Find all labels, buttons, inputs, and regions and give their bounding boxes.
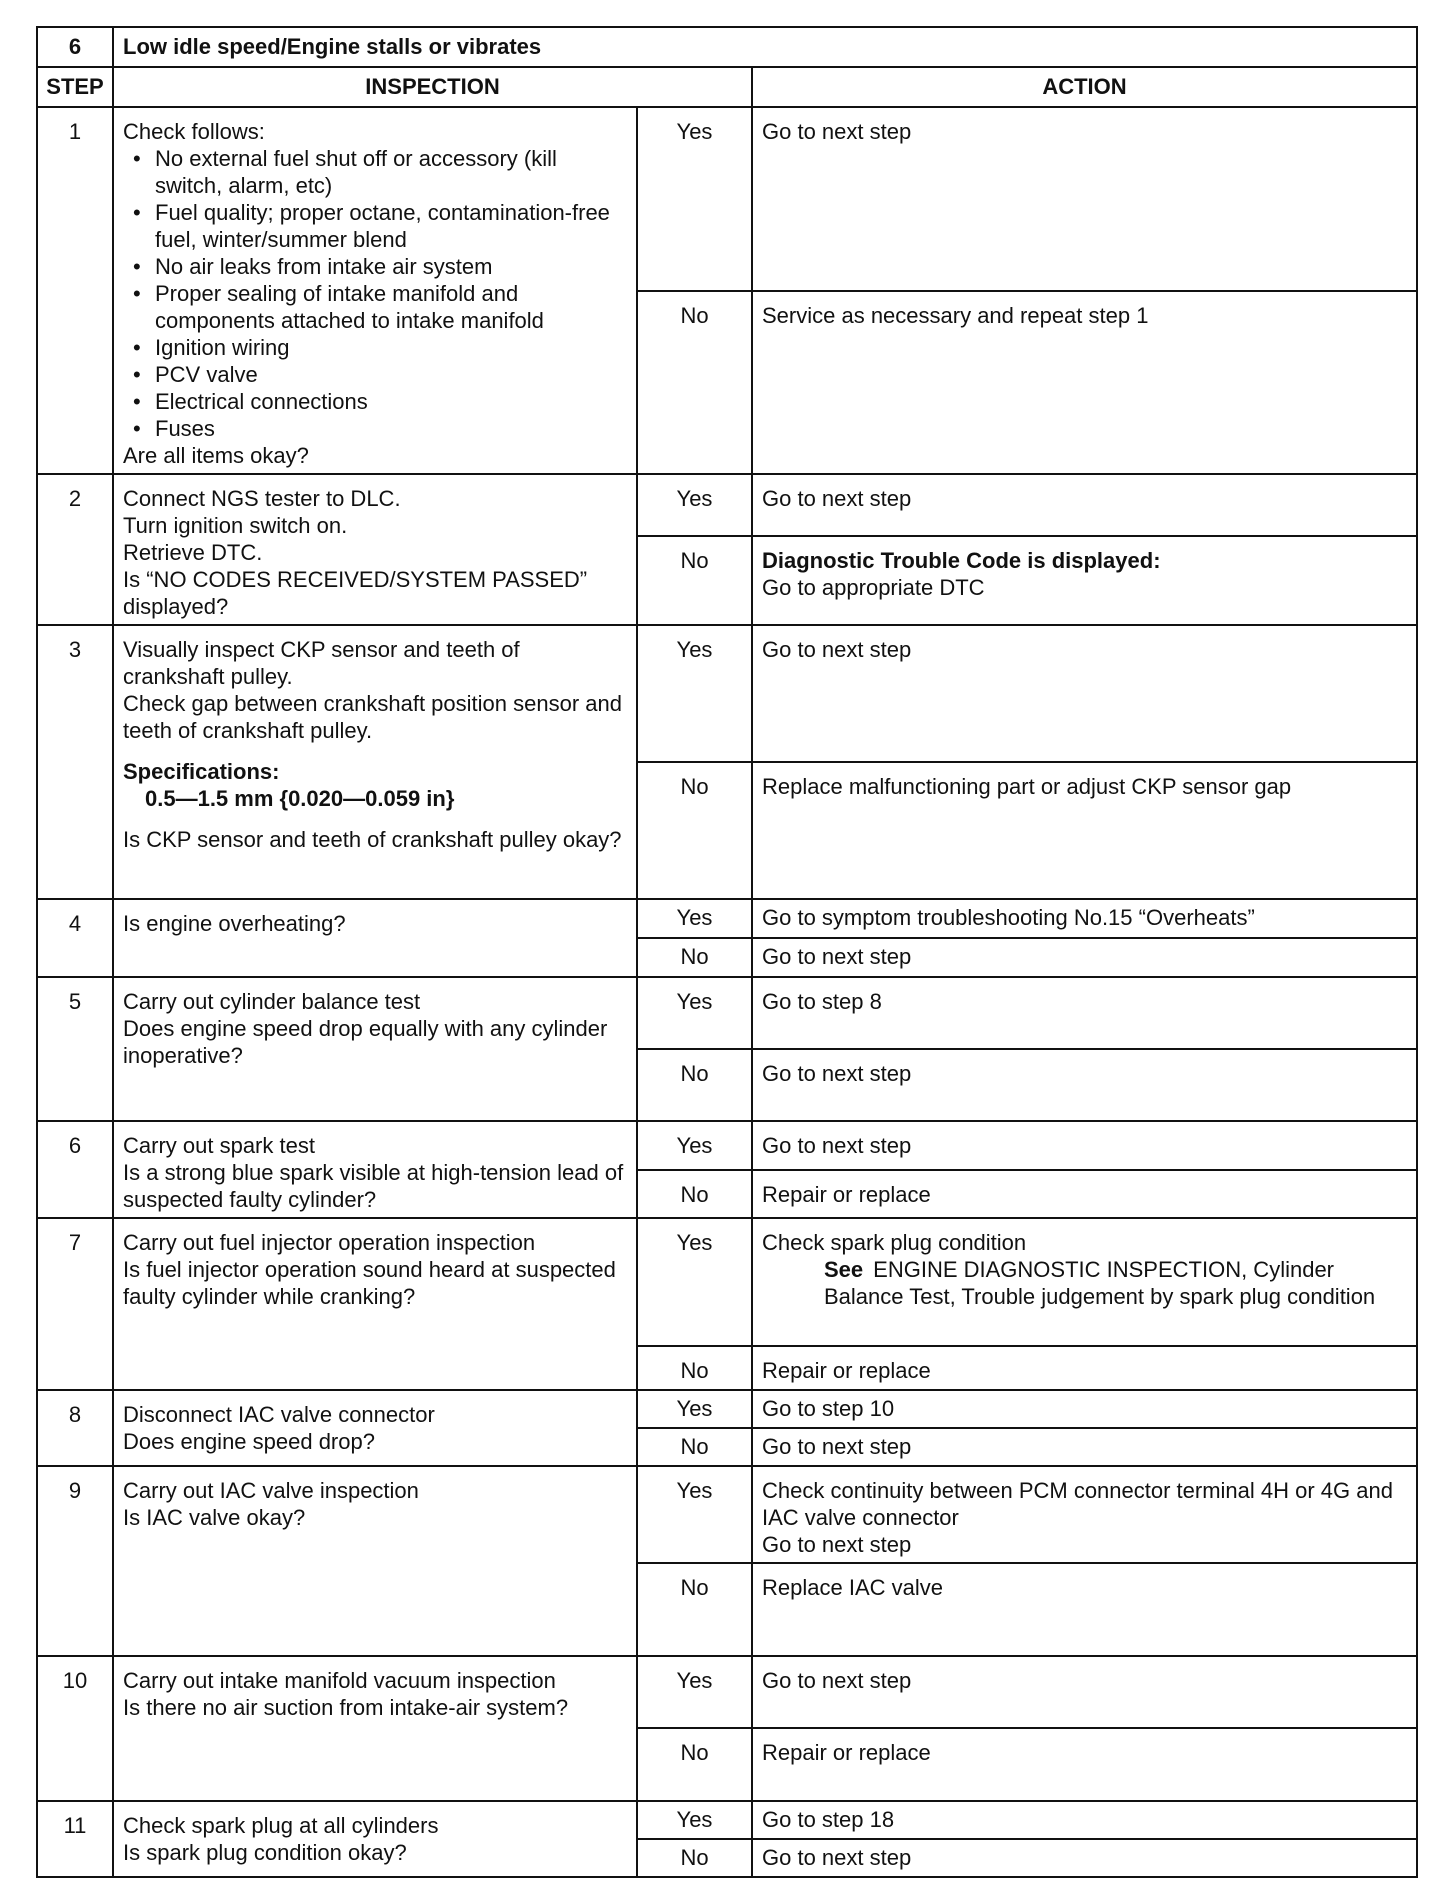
inspection-text: Carry out spark test <box>123 1133 315 1158</box>
inspection-question: Is CKP sensor and teeth of crankshaft pulley okay? <box>123 827 622 852</box>
see-label: See <box>824 1257 864 1282</box>
answer-yes: Yes <box>637 977 752 1049</box>
action-text: Check spark plug condition <box>762 1230 1027 1255</box>
answer-yes: Yes <box>637 107 752 291</box>
inspection-cell <box>113 1121 637 1218</box>
inspection-text: Carry out fuel injector operation inspection <box>123 1230 536 1255</box>
table-row <box>37 899 1417 938</box>
action-no: Go to next step <box>752 1049 1417 1121</box>
step-number: 3 <box>37 625 113 899</box>
answer-yes: Yes <box>637 1218 752 1346</box>
action-no: Go to next step <box>752 938 1417 977</box>
inspection-question: Does engine speed drop equally with any cylinder inoperative? <box>123 1016 608 1068</box>
list-item: • Fuses <box>129 415 627 442</box>
list-item: • Ignition wiring <box>129 334 627 361</box>
specifications-value: 0.5—1.5 mm {0.020—0.059 in} <box>145 786 455 811</box>
step-number: 11 <box>37 1801 113 1877</box>
action-yes: Go to step 18 <box>752 1801 1417 1839</box>
answer-no: No <box>637 1839 752 1877</box>
action-yes <box>752 1466 1417 1563</box>
action-yes: Go to step 8 <box>752 977 1417 1049</box>
list-item: • No external fuel shut off or accessory (kill switch, alarm, etc) <box>129 145 627 199</box>
inspection-question: Are all items okay? <box>123 443 309 468</box>
action-yes: Go to next step <box>752 625 1417 762</box>
inspection-cell <box>113 899 637 977</box>
answer-no: No <box>637 1728 752 1801</box>
list-item: • Fuel quality; proper octane, contamination-free fuel, winter/summer blend <box>129 199 627 253</box>
action-no: Repair or replace <box>752 1170 1417 1219</box>
inspection-cell <box>113 1466 637 1656</box>
inspection-text: Check spark plug at all cylinders <box>123 1813 439 1838</box>
answer-no: No <box>637 1346 752 1390</box>
inspection-cell <box>113 1801 637 1877</box>
inspection-text: Disconnect IAC valve connector <box>123 1402 435 1427</box>
table-row <box>37 1121 1417 1170</box>
table-row <box>37 625 1417 762</box>
inspection-text: Connect NGS tester to DLC. <box>123 486 401 511</box>
answer-yes: Yes <box>637 625 752 762</box>
list-item: • PCV valve <box>129 361 627 388</box>
inspection-cell <box>113 1390 637 1466</box>
answer-yes: Yes <box>637 1466 752 1563</box>
answer-yes: Yes <box>637 1390 752 1428</box>
action-no: Repair or replace <box>752 1346 1417 1390</box>
action-text: Go to next step <box>762 1532 912 1557</box>
inspection-question: Is a strong blue spark visible at high-tension lead of suspected faulty cylinder? <box>123 1160 624 1212</box>
inspection-text: Carry out IAC valve inspection <box>123 1478 419 1503</box>
step-number: 5 <box>37 977 113 1121</box>
column-header-row <box>37 67 1417 107</box>
inspection-cell <box>113 625 637 899</box>
reference-note <box>762 1256 1407 1310</box>
list-item: • No air leaks from intake air system <box>129 253 627 280</box>
inspection-text: Carry out cylinder balance test <box>123 989 421 1014</box>
column-header-step: STEP <box>37 67 113 107</box>
table-row <box>37 1390 1417 1428</box>
specifications-label: Specifications: <box>123 759 280 784</box>
answer-no: No <box>637 762 752 899</box>
action-text: Go to appropriate DTC <box>762 575 985 601</box>
inspection-question: Is “NO CODES RECEIVED/SYSTEM PASSED” displayed? <box>123 567 588 619</box>
step-number: 9 <box>37 1466 113 1656</box>
inspection-cell <box>113 1656 637 1801</box>
table-row <box>37 474 1417 536</box>
action-no: Replace malfunctioning part or adjust CKP sensor gap <box>752 762 1417 899</box>
action-yes <box>752 1218 1417 1346</box>
inspection-question: Is fuel injector operation sound heard at suspected faulty cylinder while cranking? <box>123 1257 616 1309</box>
action-yes: Go to symptom troubleshooting No.15 “Overheats” <box>752 899 1417 938</box>
table-row <box>37 107 1417 291</box>
troubleshooting-sheet <box>36 26 1416 1878</box>
action-yes: Go to next step <box>752 474 1417 536</box>
inspection-text: Check follows: <box>123 119 265 144</box>
answer-yes: Yes <box>637 1656 752 1728</box>
inspection-text: Visually inspect CKP sensor and teeth of crankshaft pulley. <box>123 637 520 689</box>
action-no <box>752 536 1417 625</box>
action-yes: Go to step 10 <box>752 1390 1417 1428</box>
inspection-cell <box>113 1218 637 1390</box>
answer-no: No <box>637 1170 752 1219</box>
column-header-action: ACTION <box>752 67 1417 107</box>
step-number: 1 <box>37 107 113 474</box>
table-row <box>37 1218 1417 1346</box>
symptom-number: 6 <box>37 27 113 67</box>
action-no: Service as necessary and repeat step 1 <box>752 291 1417 475</box>
answer-no: No <box>637 1563 752 1656</box>
answer-yes: Yes <box>637 474 752 536</box>
step-number: 4 <box>37 899 113 977</box>
step-number: 7 <box>37 1218 113 1390</box>
column-header-inspection: INSPECTION <box>113 67 752 107</box>
table-row <box>37 1656 1417 1728</box>
check-list <box>123 145 627 442</box>
inspection-question: Is there no air suction from intake-air system? <box>123 1695 569 1720</box>
answer-no: No <box>637 536 752 625</box>
answer-yes: Yes <box>637 1121 752 1170</box>
action-text: Check continuity between PCM connector terminal 4H or 4G and IAC valve connector <box>762 1478 1393 1530</box>
inspection-cell <box>113 977 637 1121</box>
inspection-text: Check gap between crankshaft position sensor and teeth of crankshaft pulley. <box>123 691 622 743</box>
inspection-question: Is spark plug condition okay? <box>123 1840 407 1865</box>
action-no: Go to next step <box>752 1839 1417 1877</box>
answer-no: No <box>637 291 752 475</box>
answer-yes: Yes <box>637 1801 752 1839</box>
action-yes: Go to next step <box>752 107 1417 291</box>
table-row <box>37 977 1417 1049</box>
inspection-question: Does engine speed drop? <box>123 1429 375 1454</box>
step-number: 10 <box>37 1656 113 1801</box>
step-number: 6 <box>37 1121 113 1218</box>
inspection-text: Retrieve DTC. <box>123 540 263 565</box>
action-yes: Go to next step <box>752 1121 1417 1170</box>
inspection-question: Is engine overheating? <box>123 911 346 936</box>
step-number: 8 <box>37 1390 113 1466</box>
answer-no: No <box>637 1049 752 1121</box>
action-no: Go to next step <box>752 1428 1417 1466</box>
answer-no: No <box>637 938 752 977</box>
inspection-cell <box>113 474 637 625</box>
action-no: Replace IAC valve <box>752 1563 1417 1656</box>
answer-yes: Yes <box>637 899 752 938</box>
action-heading: Diagnostic Trouble Code is displayed: <box>762 548 1161 574</box>
action-no: Repair or replace <box>752 1728 1417 1801</box>
table-row <box>37 1801 1417 1839</box>
symptom-title: Low idle speed/Engine stalls or vibrates <box>113 27 1417 67</box>
step-number: 2 <box>37 474 113 625</box>
inspection-text: Turn ignition switch on. <box>123 513 348 538</box>
inspection-text: Carry out intake manifold vacuum inspection <box>123 1668 556 1693</box>
list-item: • Proper sealing of intake manifold and components attached to intake manifold <box>129 280 627 334</box>
title-row <box>37 27 1417 67</box>
inspection-question: Is IAC valve okay? <box>123 1505 306 1530</box>
answer-no: No <box>637 1428 752 1466</box>
troubleshooting-table <box>36 26 1418 1878</box>
inspection-cell <box>113 107 637 474</box>
reference-text: ENGINE DIAGNOSTIC INSPECTION, Cylinder Balance Test, Trouble judgement by spark plug condition <box>824 1257 1376 1309</box>
table-row <box>37 1466 1417 1563</box>
action-yes: Go to next step <box>752 1656 1417 1728</box>
list-item: • Electrical connections <box>129 388 627 415</box>
